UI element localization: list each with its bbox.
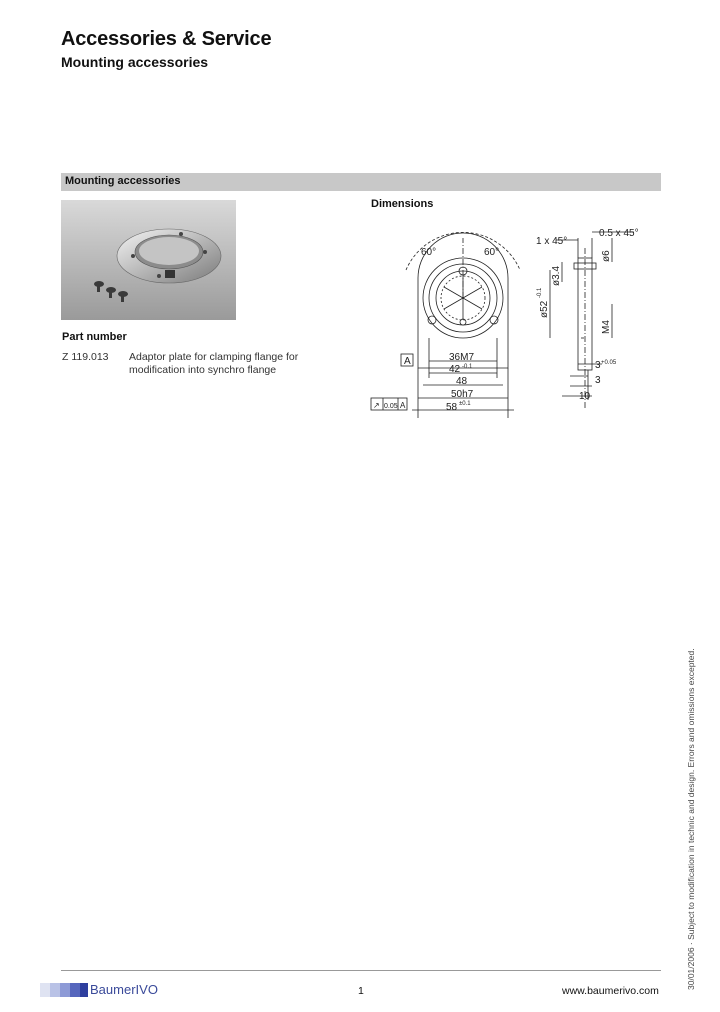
logo-product: IVO xyxy=(135,982,158,997)
dim-3-tol-sup: +0.05 xyxy=(601,360,617,366)
part-description: Adaptor plate for clamping flange for modification into synchro flange xyxy=(129,351,299,376)
chamfer-2-label: 0.5 x 45° xyxy=(599,228,639,239)
page-title: Accessories & Service xyxy=(61,28,272,50)
dimensions-heading: Dimensions xyxy=(371,198,434,210)
datum-label: A xyxy=(404,356,411,367)
dim-10-label: 10 xyxy=(579,391,591,402)
side-note: 30/01/2006 · Subject to modification in technic and design. Errors and omissions excepted. xyxy=(686,648,696,990)
section-title: Mounting accessories xyxy=(65,175,181,187)
dim-48-label: 48 xyxy=(456,376,468,387)
dim-58-tol: ±0.1 xyxy=(459,401,471,407)
tolerance-symbol: ↗ xyxy=(373,401,380,410)
tolerance-ref: A xyxy=(400,401,406,410)
angle-left-label: 60° xyxy=(421,247,437,258)
logo-bars-icon xyxy=(40,983,88,997)
page-number: 1 xyxy=(358,985,364,997)
page-subtitle: Mounting accessories xyxy=(61,54,209,70)
dim-42-tol: -0.1 xyxy=(462,364,473,370)
dimension-drawing xyxy=(366,218,666,428)
angle-right-label: 60° xyxy=(484,247,500,258)
dim-3-4-label: ø3.4 xyxy=(551,265,562,286)
chamfer-1-label: 1 x 45° xyxy=(536,236,568,247)
dim-3-label: 3 xyxy=(595,375,601,386)
part-code: Z 119.013 xyxy=(62,351,109,363)
dim-3-tol-label: 3 xyxy=(595,360,601,371)
product-photo xyxy=(61,200,236,320)
dim-58-label: 58 xyxy=(446,402,458,413)
logo-text xyxy=(90,982,158,997)
part-number-heading: Part number xyxy=(62,331,127,343)
dim-6-label: ø6 xyxy=(601,250,612,262)
footer-divider xyxy=(61,970,661,971)
dim-52-tol: -0.1 xyxy=(537,287,543,298)
dim-36-label: 36M7 xyxy=(449,352,475,363)
logo-brand: Baumer xyxy=(90,982,136,997)
section-header-bar xyxy=(61,173,661,191)
dim-50-label: 50h7 xyxy=(451,389,474,400)
tolerance-value: 0.05 xyxy=(384,403,398,410)
dim-42-label: 42 xyxy=(449,364,461,375)
dim-52-label: ø52 xyxy=(539,300,550,318)
dim-m4-label: M4 xyxy=(601,320,612,334)
website-link[interactable]: www.baumerivo.com xyxy=(562,985,659,997)
